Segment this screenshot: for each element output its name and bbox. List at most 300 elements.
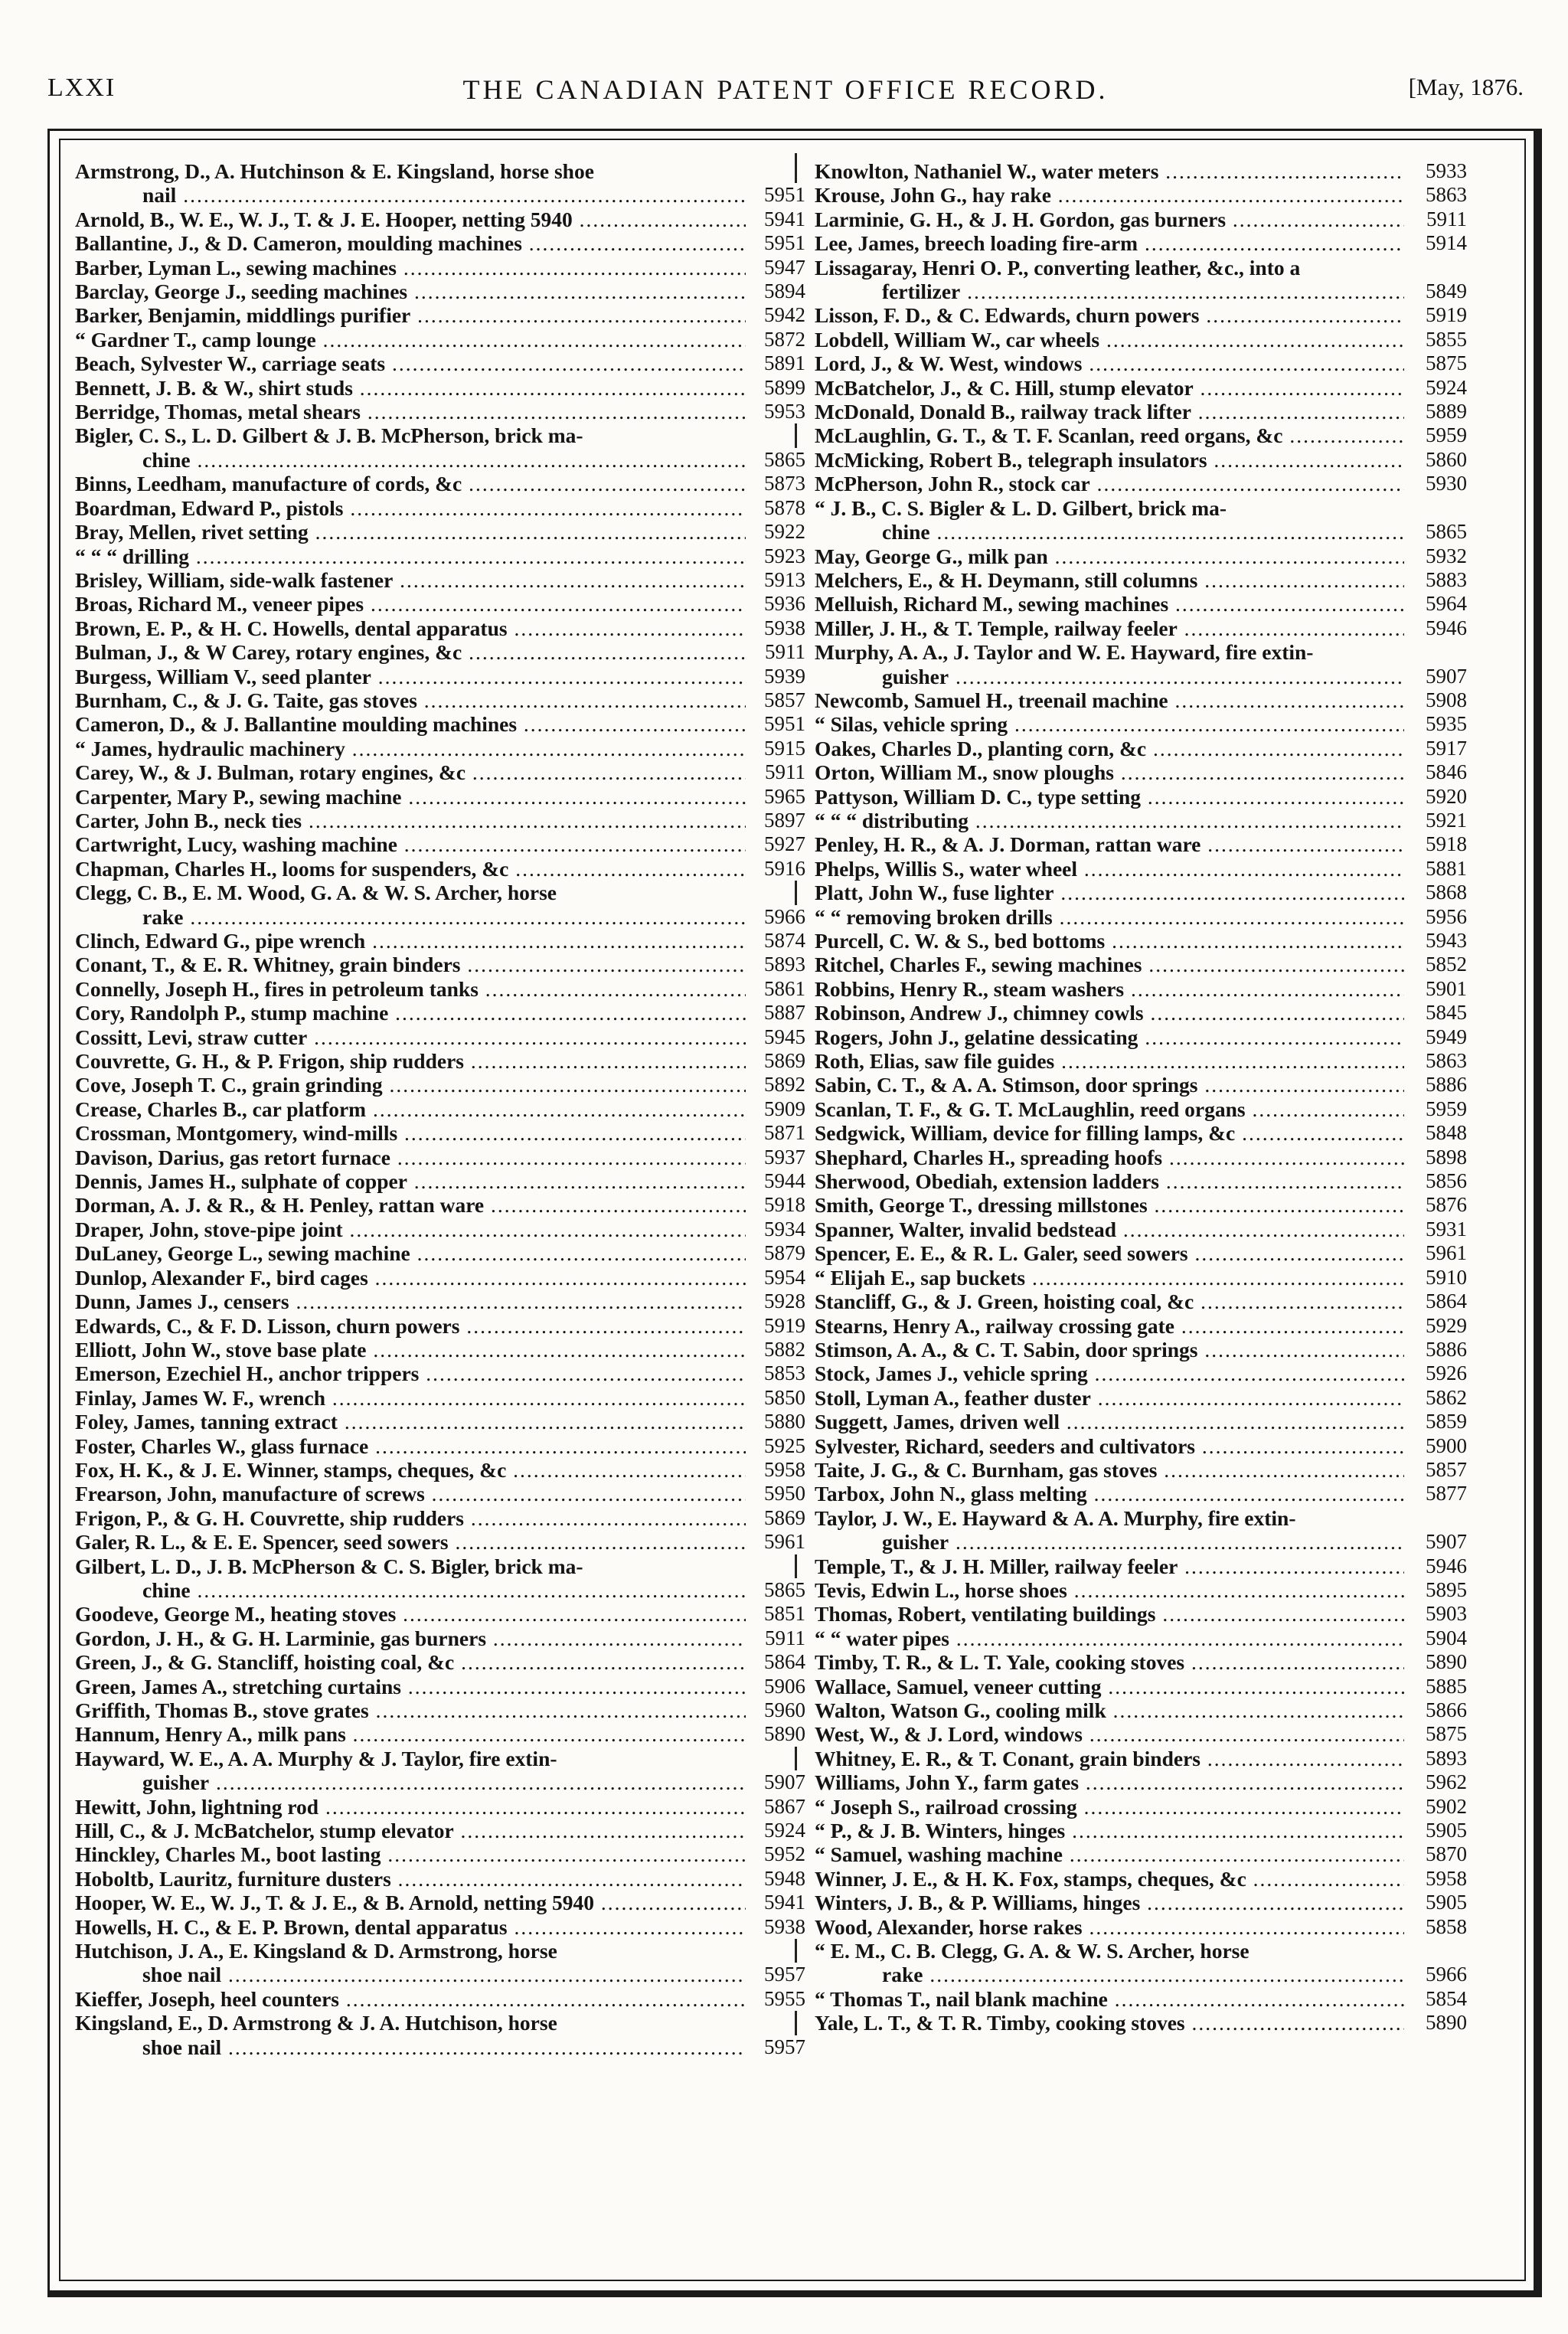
patent-number: 5956: [1421, 905, 1467, 929]
patent-number: 5937: [760, 1146, 805, 1169]
entry-name-subject: Burnham, C., & J. G. Taite, gas stoves .....: [75, 688, 746, 712]
index-entry: [75, 1049, 808, 1073]
patent-number: 5929: [1421, 1314, 1467, 1338]
entry-name-subject: Green, J., & G. Stancliff, hoisting coal, &c .....: [75, 1650, 746, 1674]
entry-text: [815, 1362, 1467, 1385]
patent-number: 5924: [1421, 376, 1467, 400]
entry-text: [815, 1482, 1467, 1505]
patent-number: 5877: [1421, 1482, 1467, 1505]
entry-name-subject: “ Thomas T., nail blank machine .....: [815, 1987, 1404, 2011]
entry-text: [75, 231, 808, 255]
patent-number: 5857: [760, 688, 805, 712]
patent-number: 5874: [760, 929, 805, 953]
patent-number: 5926: [1421, 1362, 1467, 1385]
entry-text: [75, 737, 808, 760]
index-entry: [815, 857, 1467, 881]
index-entry: [815, 1698, 1467, 1722]
index-entry: [75, 1915, 808, 1939]
entry-continuation: shoe nail .....: [75, 2035, 746, 2059]
index-entry: [815, 1097, 1467, 1121]
patent-number: 5904: [1421, 1626, 1467, 1650]
patent-number: 5890: [1421, 1650, 1467, 1674]
index-entry: [75, 328, 808, 351]
entry-text: [815, 1001, 1467, 1025]
entry-text: [75, 1266, 808, 1290]
patent-number: 5934: [760, 1218, 805, 1241]
index-entry: [815, 2011, 1467, 2035]
index-entry: [75, 1073, 808, 1097]
index-entry: [815, 423, 1467, 447]
index-column-left: [75, 159, 808, 2059]
index-entry: [75, 208, 808, 231]
entry-text: [75, 328, 808, 351]
patent-number: 5911: [760, 640, 805, 664]
patent-number: 5889: [1421, 400, 1467, 423]
entry-text: [815, 231, 1467, 255]
entry-text: [815, 712, 1467, 736]
patent-number: 5907: [1421, 1530, 1467, 1554]
entry-text: [815, 1747, 1467, 1770]
entry-text: [75, 1025, 808, 1049]
entry-name-subject: Armstrong, D., A. Hutchinson & E. Kingsland, horse shoe: [75, 159, 594, 183]
entry-text: [815, 1266, 1467, 1290]
index-entry: [75, 1218, 808, 1241]
entry-text: [815, 472, 1467, 495]
entry-name-subject: Rogers, John J., gelatine dessicating .....: [815, 1025, 1404, 1049]
index-entry: [75, 1482, 808, 1505]
entry-continuation: guisher .....: [815, 665, 1404, 688]
entry-name-subject: Dorman, A. J. & R., & H. Penley, rattan ware .....: [75, 1193, 746, 1217]
index-entry: [75, 1891, 808, 1914]
entry-text: [75, 1001, 808, 1025]
index-entry: [815, 1290, 1467, 1313]
entry-text: [815, 400, 1467, 423]
entry-name-subject: Temple, T., & J. H. Miller, railway feeler .....: [815, 1554, 1404, 1578]
patent-number: 5864: [760, 1650, 805, 1674]
entry-name-subject: Couvrette, G. H., & P. Frigon, ship rudders .....: [75, 1049, 746, 1073]
patent-number: 5914: [1421, 231, 1467, 255]
patent-number: 5886: [1421, 1073, 1467, 1097]
entry-text: [815, 1314, 1467, 1338]
index-entry: [75, 929, 808, 953]
entry-text: [75, 1650, 808, 1674]
entry-text: [75, 1362, 808, 1385]
patent-number: 5913: [760, 568, 805, 592]
entry-text: [75, 1434, 808, 1458]
entry-name-subject: Fox, H. K., & J. E. Winner, stamps, cheques, &c .....: [75, 1458, 746, 1482]
index-entry: [75, 712, 808, 736]
entry-name-subject: Wood, Alexander, horse rakes .....: [815, 1915, 1404, 1939]
index-entry: [815, 1578, 1467, 1602]
index-entry: [815, 1001, 1467, 1025]
patent-number: 5951: [760, 712, 805, 736]
patent-number: 5948: [760, 1867, 805, 1891]
page-number: LXXI: [47, 74, 116, 102]
index-entry: [815, 881, 1467, 904]
entry-name-subject: Davison, Darius, gas retort furnace .....: [75, 1146, 746, 1169]
entry-name-subject: “ Elijah E., sap buckets .....: [815, 1266, 1404, 1290]
entry-name-subject: “ “ removing broken drills .....: [815, 905, 1404, 929]
patent-number: 5886: [1421, 1338, 1467, 1362]
entry-text: [75, 929, 808, 953]
patent-number: 5915: [760, 737, 805, 760]
entry-text: [815, 809, 1467, 832]
index-entry: [815, 1482, 1467, 1505]
entry-name-subject: McBatchelor, J., & C. Hill, stump elevator .....: [815, 376, 1404, 400]
entry-name-subject: Walton, Watson G., cooling milk .....: [815, 1698, 1404, 1722]
entry-text: [75, 1626, 808, 1650]
index-entry: [815, 1554, 1467, 1578]
patent-number: 5919: [1421, 303, 1467, 327]
entry-name-subject: Berridge, Thomas, metal shears .....: [75, 400, 746, 423]
entry-name-subject: Taylor, J. W., E. Hayward & A. A. Murphy, fire extin-: [815, 1505, 1296, 1530]
entry-text: [75, 1747, 808, 1795]
index-entry: [815, 737, 1467, 760]
index-entry: [815, 400, 1467, 423]
index-entry: [815, 1650, 1467, 1674]
entry-text: [815, 544, 1467, 568]
index-entry: [75, 1169, 808, 1193]
entry-text: [75, 279, 808, 303]
entry-text: [815, 857, 1467, 881]
patent-number: 5862: [1421, 1386, 1467, 1410]
index-entry: [815, 1073, 1467, 1097]
entry-text: [75, 1891, 808, 1914]
entry-text: [815, 1698, 1467, 1722]
patent-number: 5873: [760, 472, 805, 495]
entry-text: [815, 448, 1467, 472]
entry-name-subject: Conant, T., & E. R. Whitney, grain binders .....: [75, 953, 746, 976]
entry-continuation: chine .....: [815, 520, 1404, 544]
entry-name-subject: Hewitt, John, lightning rod .....: [75, 1795, 746, 1819]
index-entry: [75, 1602, 808, 1626]
entry-text: [815, 688, 1467, 712]
publication-title: THE CANADIAN PATENT OFFICE RECORD.: [462, 74, 1109, 105]
patent-number: 5927: [760, 832, 805, 856]
index-entry: [815, 208, 1467, 231]
patent-number: 5878: [760, 496, 805, 520]
entry-text: [815, 303, 1467, 327]
entry-name-subject: Hutchison, J. A., E. Kingsland & D. Armstrong, horse: [75, 1939, 557, 1963]
entry-name-subject: Frigon, P., & G. H. Couvrette, ship rudders .....: [75, 1506, 746, 1530]
index-entry: [75, 376, 808, 400]
patent-number: 5865: [760, 448, 805, 472]
patent-number: 5918: [1421, 832, 1467, 856]
entry-name-subject: Purcell, C. W. & S., bed bottoms .....: [815, 929, 1404, 953]
entry-text: [815, 1073, 1467, 1097]
index-entry: [75, 760, 808, 784]
entry-name-subject: Carter, John B., neck ties .....: [75, 809, 746, 832]
index-entry: [815, 1819, 1467, 1842]
patent-number: 5925: [760, 1434, 805, 1458]
entry-name-subject: Dennis, James H., sulphate of copper .....: [75, 1169, 746, 1193]
patent-number: 5911: [1422, 208, 1467, 231]
entry-name-subject: Taite, J. G., & C. Burnham, gas stoves .....: [815, 1458, 1404, 1482]
page-header: [47, 74, 1524, 110]
entry-text: [815, 1842, 1467, 1866]
patent-number: 5864: [1421, 1290, 1467, 1313]
entry-text: [815, 832, 1467, 856]
patent-number: 5872: [760, 328, 805, 351]
entry-name-subject: Lisson, F. D., & C. Edwards, churn powers .....: [815, 303, 1404, 327]
index-entry: [815, 1458, 1467, 1482]
entry-name-subject: Timby, T. R., & L. T. Yale, cooking stoves .....: [815, 1650, 1404, 1674]
entry-name-subject: Burgess, William V., seed planter .....: [75, 665, 746, 688]
index-entry: [75, 423, 808, 472]
entry-text: [815, 159, 1467, 183]
patent-number: 5954: [760, 1266, 805, 1290]
entry-name-subject: Dunn, James J., censers .....: [75, 1290, 746, 1313]
entry-text: [815, 1241, 1467, 1265]
index-entry: [75, 1842, 808, 1866]
patent-number: 5907: [760, 1770, 805, 1794]
patent-number: 5950: [760, 1482, 805, 1505]
index-entry: [815, 1386, 1467, 1410]
patent-number: 5869: [760, 1049, 805, 1073]
entry-text: [815, 1218, 1467, 1241]
entry-name-subject: Tarbox, John N., glass melting .....: [815, 1482, 1404, 1505]
index-entry: [815, 1891, 1467, 1914]
entry-text: [815, 376, 1467, 400]
entry-text: [815, 1722, 1467, 1746]
patent-number: 5855: [1421, 328, 1467, 351]
index-entry: [75, 1193, 808, 1217]
patent-number: 5894: [760, 279, 805, 303]
entry-text: [75, 1049, 808, 1073]
patent-number: 5939: [760, 665, 805, 688]
patent-number: 5845: [1421, 1001, 1467, 1025]
entry-name-subject: Stock, James J., vehicle spring .....: [815, 1362, 1404, 1385]
patent-number: 5911: [760, 1626, 805, 1650]
entry-name-subject: Winters, J. B., & P. Williams, hinges .....: [815, 1891, 1404, 1914]
index-entry: [75, 1626, 808, 1650]
entry-name-subject: Bray, Mellen, rivet setting .....: [75, 520, 746, 544]
entry-name-subject: May, George G., milk pan .....: [815, 544, 1404, 568]
entry-name-subject: McLaughlin, G. T., & T. F. Scanlan, reed organs, &c .....: [815, 423, 1404, 447]
index-entry: [75, 1458, 808, 1482]
patent-number: 5882: [760, 1338, 805, 1362]
index-entry: [815, 1434, 1467, 1458]
entry-name-subject: Larminie, G. H., & J. H. Gordon, gas burners .....: [815, 208, 1404, 231]
entry-name-subject: Clinch, Edward G., pipe wrench .....: [75, 929, 746, 953]
entry-text: [815, 328, 1467, 351]
entry-text: [75, 1506, 808, 1530]
patent-number: 5885: [1421, 1675, 1467, 1698]
index-entry: [75, 737, 808, 760]
entry-text: [75, 1722, 808, 1746]
patent-number: 5850: [760, 1386, 805, 1410]
entry-text: [815, 616, 1467, 640]
patent-number: 5890: [1421, 2011, 1467, 2035]
entry-text: [75, 208, 808, 231]
entry-continuation: chine .....: [75, 1578, 746, 1602]
index-entry: [75, 953, 808, 976]
entry-text: [75, 977, 808, 1001]
patent-number: 5879: [760, 1241, 805, 1265]
entry-text: [75, 520, 808, 544]
index-entry: [815, 616, 1467, 640]
entry-name-subject: Binns, Leedham, manufacture of cords, &c .....: [75, 472, 746, 495]
patent-number: 5966: [760, 905, 805, 929]
entry-text: [815, 1795, 1467, 1819]
entry-name-subject: Emerson, Ezechiel H., anchor trippers .....: [75, 1362, 746, 1385]
index-entry: [75, 665, 808, 688]
patent-number: 5938: [760, 616, 805, 640]
entry-text: [75, 1241, 808, 1265]
index-entry: [815, 1987, 1467, 2011]
patent-number: 5891: [760, 351, 805, 375]
entry-name-subject: Phelps, Willis S., water wheel .....: [815, 857, 1404, 881]
patent-number: 5958: [760, 1458, 805, 1482]
entry-text: [75, 1169, 808, 1193]
patent-number: 5865: [760, 1578, 805, 1602]
patent-number: 5870: [1421, 1842, 1467, 1866]
entry-text: [815, 1338, 1467, 1362]
patent-number: 5957: [760, 1963, 805, 1986]
entry-text: [75, 1073, 808, 1097]
index-entry: [75, 785, 808, 809]
entry-text: [75, 1218, 808, 1241]
entry-text: [815, 1146, 1467, 1169]
entry-text: [75, 665, 808, 688]
index-entry: [75, 1819, 808, 1842]
patent-number: 5848: [1421, 1121, 1467, 1145]
entry-text: [75, 712, 808, 736]
entry-name-subject: Barker, Benjamin, middlings purifier .....: [75, 303, 746, 327]
entry-name-subject: Carpenter, Mary P., sewing machine .....: [75, 785, 746, 809]
patent-number: 5903: [1421, 1602, 1467, 1626]
index-entry: [75, 1266, 808, 1290]
patent-number: 5893: [1421, 1747, 1467, 1770]
index-entry: [75, 1939, 808, 1987]
patent-number: 5846: [1421, 760, 1467, 784]
entry-name-subject: Williams, John Y., farm gates .....: [815, 1770, 1404, 1794]
index-entry: [75, 568, 808, 592]
index-entry: [75, 472, 808, 495]
entry-name-subject: Broas, Richard M., veneer pipes .....: [75, 592, 746, 616]
entry-text: [75, 472, 808, 495]
entry-text: [815, 881, 1467, 904]
entry-name-subject: Suggett, James, driven well .....: [815, 1410, 1404, 1433]
patent-number: 5905: [1421, 1819, 1467, 1842]
entry-name-subject: Oakes, Charles D., planting corn, &c .....: [815, 737, 1404, 760]
entry-name-subject: Scanlan, T. F., & G. T. McLaughlin, reed organs .....: [815, 1097, 1404, 1121]
index-entry: [815, 977, 1467, 1001]
entry-name-subject: Stimson, A. A., & C. T. Sabin, door springs .....: [815, 1338, 1404, 1362]
index-entry: [75, 1001, 808, 1025]
index-entry: [75, 256, 808, 279]
entry-text: [815, 1770, 1467, 1794]
entry-name-subject: “ P., & J. B. Winters, hinges .....: [815, 1819, 1404, 1842]
index-entry: [815, 832, 1467, 856]
entry-name-subject: Kieffer, Joseph, heel counters .....: [75, 1987, 746, 2011]
entry-text: [815, 640, 1467, 688]
entry-continuation: chine .....: [75, 448, 746, 472]
entry-text: [815, 1578, 1467, 1602]
patent-number: 5919: [760, 1314, 805, 1338]
entry-name-subject: DuLaney, George L., sewing machine .....: [75, 1241, 746, 1265]
entry-text: [75, 544, 808, 568]
index-entry: [815, 231, 1467, 255]
index-entry: [75, 544, 808, 568]
entry-text: [75, 1290, 808, 1313]
entry-name-subject: Lee, James, breech loading fire-arm .....: [815, 231, 1404, 255]
index-entry: [815, 785, 1467, 809]
entry-name-subject: Draper, John, stove-pipe joint .....: [75, 1218, 746, 1241]
patent-number: 5945: [760, 1025, 805, 1049]
entry-text: [815, 953, 1467, 976]
index-entry: [815, 1169, 1467, 1193]
entry-text: [815, 1049, 1467, 1073]
patent-number: 5921: [1421, 809, 1467, 832]
entry-name-subject: Yale, L. T., & T. R. Timby, cooking stoves .....: [815, 2011, 1404, 2035]
patent-number: 5959: [1421, 423, 1467, 447]
index-entry: [75, 1530, 808, 1554]
index-entry: [815, 568, 1467, 592]
entry-text: [75, 1698, 808, 1722]
patent-number: 5949: [1421, 1025, 1467, 1049]
index-entry: [75, 1698, 808, 1722]
entry-text: [75, 303, 808, 327]
entry-text: [815, 1025, 1467, 1049]
patent-number: 5960: [760, 1698, 805, 1722]
patent-number: 5895: [1421, 1578, 1467, 1602]
index-entry: [815, 1867, 1467, 1891]
entry-text: [815, 1891, 1467, 1914]
index-entry: [75, 1362, 808, 1385]
entry-text: [815, 1386, 1467, 1410]
index-entry: [75, 1025, 808, 1049]
patent-number: 5952: [760, 1842, 805, 1866]
patent-number: 5965: [760, 785, 805, 809]
index-entry: [75, 1554, 808, 1603]
entry-text: [75, 159, 808, 208]
patent-number: 5955: [760, 1987, 805, 2011]
patent-number: 5866: [1421, 1698, 1467, 1722]
patent-number: 5901: [1421, 977, 1467, 1001]
entry-name-subject: Griffith, Thomas B., stove grates .....: [75, 1698, 746, 1722]
index-entry: [75, 351, 808, 375]
index-entry: [75, 231, 808, 255]
entry-text: [75, 2011, 808, 2059]
index-entry: [815, 640, 1467, 688]
patent-number: 5890: [760, 1722, 805, 1746]
entry-name-subject: “ Gardner T., camp lounge .....: [75, 328, 746, 351]
patent-number: 5880: [760, 1410, 805, 1433]
entry-name-subject: “ James, hydraulic machinery .....: [75, 737, 746, 760]
entry-text: [815, 1290, 1467, 1313]
patent-number: 5938: [760, 1915, 805, 1939]
index-entry: [815, 1241, 1467, 1265]
issue-date: [May, 1876.: [1408, 74, 1524, 100]
patent-number: 5851: [760, 1602, 805, 1626]
entry-name-subject: “ J. B., C. S. Bigler & L. D. Gilbert, brick ma-: [815, 495, 1227, 520]
index-entry: [75, 2011, 808, 2059]
index-entry: [75, 1386, 808, 1410]
patent-number: 5922: [760, 520, 805, 544]
entry-name-subject: Winner, J. E., & H. K. Fox, stamps, cheques, &c .....: [815, 1867, 1404, 1891]
entry-name-subject: Platt, John W., fuse lighter .....: [815, 881, 1404, 904]
patent-number: 5863: [1421, 1049, 1467, 1073]
patent-number: 5966: [1421, 1963, 1467, 1986]
index-entry: [815, 1506, 1467, 1554]
entry-name-subject: Connelly, Joseph H., fires in petroleum tanks .....: [75, 977, 746, 1001]
index-entry: [75, 1410, 808, 1433]
patent-number: 5917: [1421, 737, 1467, 760]
entry-name-subject: Roth, Elias, saw file guides .....: [815, 1049, 1404, 1073]
entry-text: [815, 929, 1467, 953]
entry-text: [815, 760, 1467, 784]
